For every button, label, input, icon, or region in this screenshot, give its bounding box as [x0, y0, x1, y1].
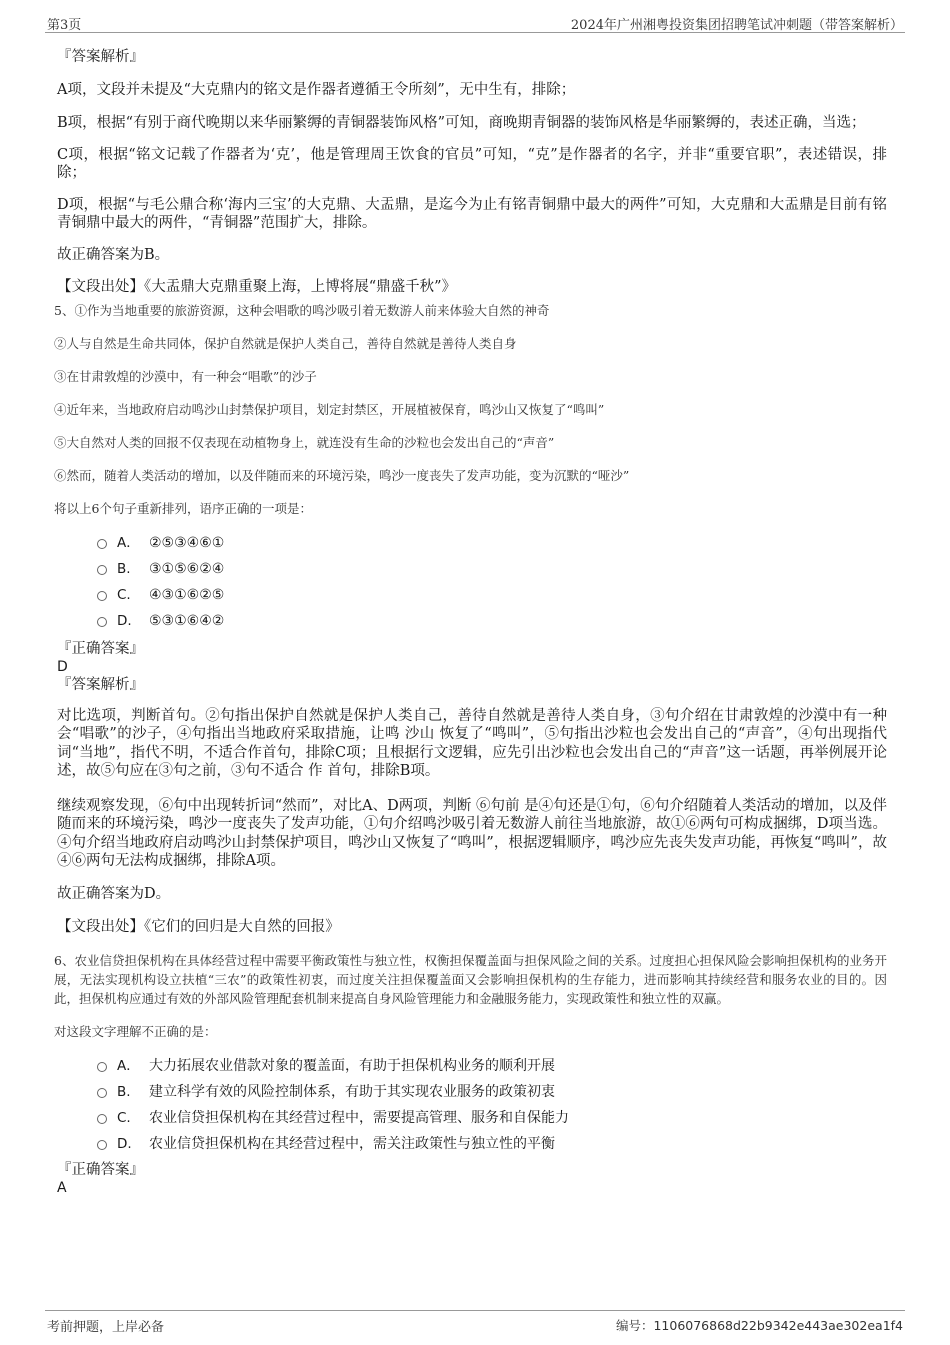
radio-icon[interactable] — [97, 591, 107, 601]
analysis-option-a: A项，文段并未提及“大克鼎内的铭文是作器者遵循王令所刻”，无中生有，排除； — [57, 81, 576, 98]
answer-analysis-label: 『答案解析』 — [57, 49, 144, 65]
question-6 — [54, 951, 887, 1041]
option-d[interactable]: D. 农业信贷担保机构在其经营过程中，需关注政策性与独立性的平衡 — [97, 1131, 887, 1157]
question-prompt: 将以上6个句子重新排列，语序正确的一项是： — [54, 500, 312, 516]
radio-icon[interactable] — [97, 1062, 107, 1072]
option-b[interactable]: B. 建立科学有效的风险控制体系，有助于其实现农业服务的政策初衷 — [97, 1079, 887, 1105]
analysis-option-c: C项，根据“铭文记载了作器者为‘克’，他是管理周王饮食的官员”可知，“克”是作器者的名字，并非“重要官职”，表述错误，排除； — [57, 146, 887, 181]
source-citation: 【文段出处】《它们的回归是大自然的回报》 — [57, 919, 340, 935]
sentence-3: ③在甘肃敦煌的沙漠中，有一种会“唱歌”的沙子 — [54, 368, 317, 384]
option-a[interactable]: A． 大力拓展农业借款对象的覆盖面，有助于担保机构业务的顺利开展 — [97, 1053, 887, 1079]
correct-answer: D — [57, 659, 68, 675]
page-content — [54, 44, 887, 1197]
correct-answer-label: 『正确答案』 — [57, 640, 144, 657]
conclusion: 故正确答案为D。 — [57, 885, 171, 902]
answer-analysis-label: 『答案解析』 — [57, 677, 144, 693]
question-5 — [54, 301, 887, 518]
options-list — [97, 530, 887, 634]
option-c[interactable]: C. ④③①⑥②⑤ — [97, 582, 887, 608]
sentence-1: 5、①作为当地重要的旅游资源，这种会唱歌的鸣沙吸引着无数游人前来体验大自然的神奇 — [54, 302, 550, 318]
radio-icon[interactable] — [97, 1114, 107, 1124]
source-citation: 【文段出处】《大盂鼎大克鼎重聚上海，上博将展“鼎盛千秋”》 — [57, 279, 457, 295]
document-title: 2024年广州湘粤投资集团招聘笔试冲刺题（带答案解析） — [570, 18, 903, 33]
passage: 6、农业信贷担保机构在具体经营过程中需要平衡政策性与独立性，权衡担保覆盖面与担保风险之间的关系。过度担心担保风险会影响担保机构的业务开展，无法实现机构设立扶植“三农”的政策性初衷，而过度关注担保覆盖面又会影响担保机构的生存能力，进而影响其持续经营和服务农业的目的。因此，担保机构应通过有效的外部风险管理配套机制来提高自身风险管理能力和金融服务能力，实现政策性和独立性的双赢。 — [54, 952, 887, 1006]
document-id: 编号：1106076868d22b9342e443ae302ea1f4 — [615, 1318, 903, 1333]
analysis-paragraph-2: 继续观察发现，⑥句中出现转折词“然而”，对比A、D两项，判断 ⑥句前 是④句还是①句，⑥句介绍随着人类活动的增加，以及伴随而来的环境污染，鸣沙一度丧失了发声功能，①句介绍鸣沙吸引着无数游人前往当地旅游，故①⑥两句可构成捆绑，D项当选。④句介绍当地政府启动鸣沙山封禁保护项目，鸣沙山又恢复了“鸣叫”，根据逻辑顺序，鸣沙应先丧失发声功能，再恢复“鸣叫”，故④⑥两句无法构成捆绑，排除A项。 — [57, 797, 887, 869]
sentence-6: ⑥然而，随着人类活动的增加，以及伴随而来的环境污染，鸣沙一度丧失了发声功能，变为沉默的“哑沙” — [54, 467, 630, 483]
analysis-option-d: D项，根据“与毛公鼎合称‘海内三宝’的大克鼎、大盂鼎，是迄今为止有铭青铜鼎中最大的两件”可知，大克鼎和大盂鼎是目前有铭青铜鼎中最大的两件，“青铜器”范围扩大，排除。 — [57, 196, 887, 231]
correct-answer-label: 『正确答案』 — [57, 1161, 144, 1178]
option-d[interactable]: D. ⑤③①⑥④② — [97, 608, 887, 634]
radio-icon[interactable] — [97, 617, 107, 627]
page-number: 第3页 — [47, 18, 82, 33]
analysis-paragraph-1: 对比选项，判断首句。②句指出保护自然就是保护人类自己，善待自然就是善待人类自身，③句介绍在甘肃敦煌的沙漠中有一种会“唱歌”的沙子，④句指出当地政府采取措施，让鸣 沙山 恢复了“鸣叫”，⑤句指出沙粒也会发出自己的“声音”，④句出现指代词“当地”，指代不明，不适合作首句，排除C项；且根据行文逻辑，应先引出沙粒也会发出自己的“声音”这一话题，再举例展开论述，故⑤句应在③句之前，③句不适合 作 首句，排除B项。 — [57, 707, 887, 779]
options-list — [97, 1053, 887, 1157]
sentence-5: ⑤大自然对人类的回报不仅表现在动植物身上，就连没有生命的沙粒也会发出自己的“声音” — [54, 434, 555, 450]
radio-icon[interactable] — [97, 539, 107, 549]
radio-icon[interactable] — [97, 1088, 107, 1098]
radio-icon[interactable] — [97, 565, 107, 575]
correct-answer: A — [57, 1180, 67, 1196]
option-b[interactable]: B. ③①⑤⑥②④ — [97, 556, 887, 582]
option-c[interactable]: C. 农业信贷担保机构在其经营过程中，需要提高管理、服务和自保能力 — [97, 1105, 887, 1131]
page-footer — [45, 1310, 905, 1333]
option-a[interactable]: A． ②⑤③④⑥① — [97, 530, 887, 556]
question-prompt: 对这段文字理解不正确的是： — [54, 1023, 217, 1039]
page-header — [45, 12, 905, 33]
footer-slogan: 考前押题，上岸必备 — [47, 1320, 165, 1335]
conclusion: 故正确答案为B。 — [57, 246, 170, 263]
analysis-option-b: B项，根据“有别于商代晚期以来华丽繁缛的青铜器装饰风格”可知，商晚期青铜器的装饰风格是华丽繁缛的，表述正确，当选； — [57, 115, 866, 131]
sentence-4: ④近年来，当地政府启动鸣沙山封禁保护项目，划定封禁区，开展植被保育，鸣沙山又恢复了“鸣叫” — [54, 401, 605, 417]
radio-icon[interactable] — [97, 1140, 107, 1150]
sentence-2: ②人与自然是生命共同体，保护自然就是保护人类自己，善待自然就是善待人类自身 — [54, 335, 517, 351]
